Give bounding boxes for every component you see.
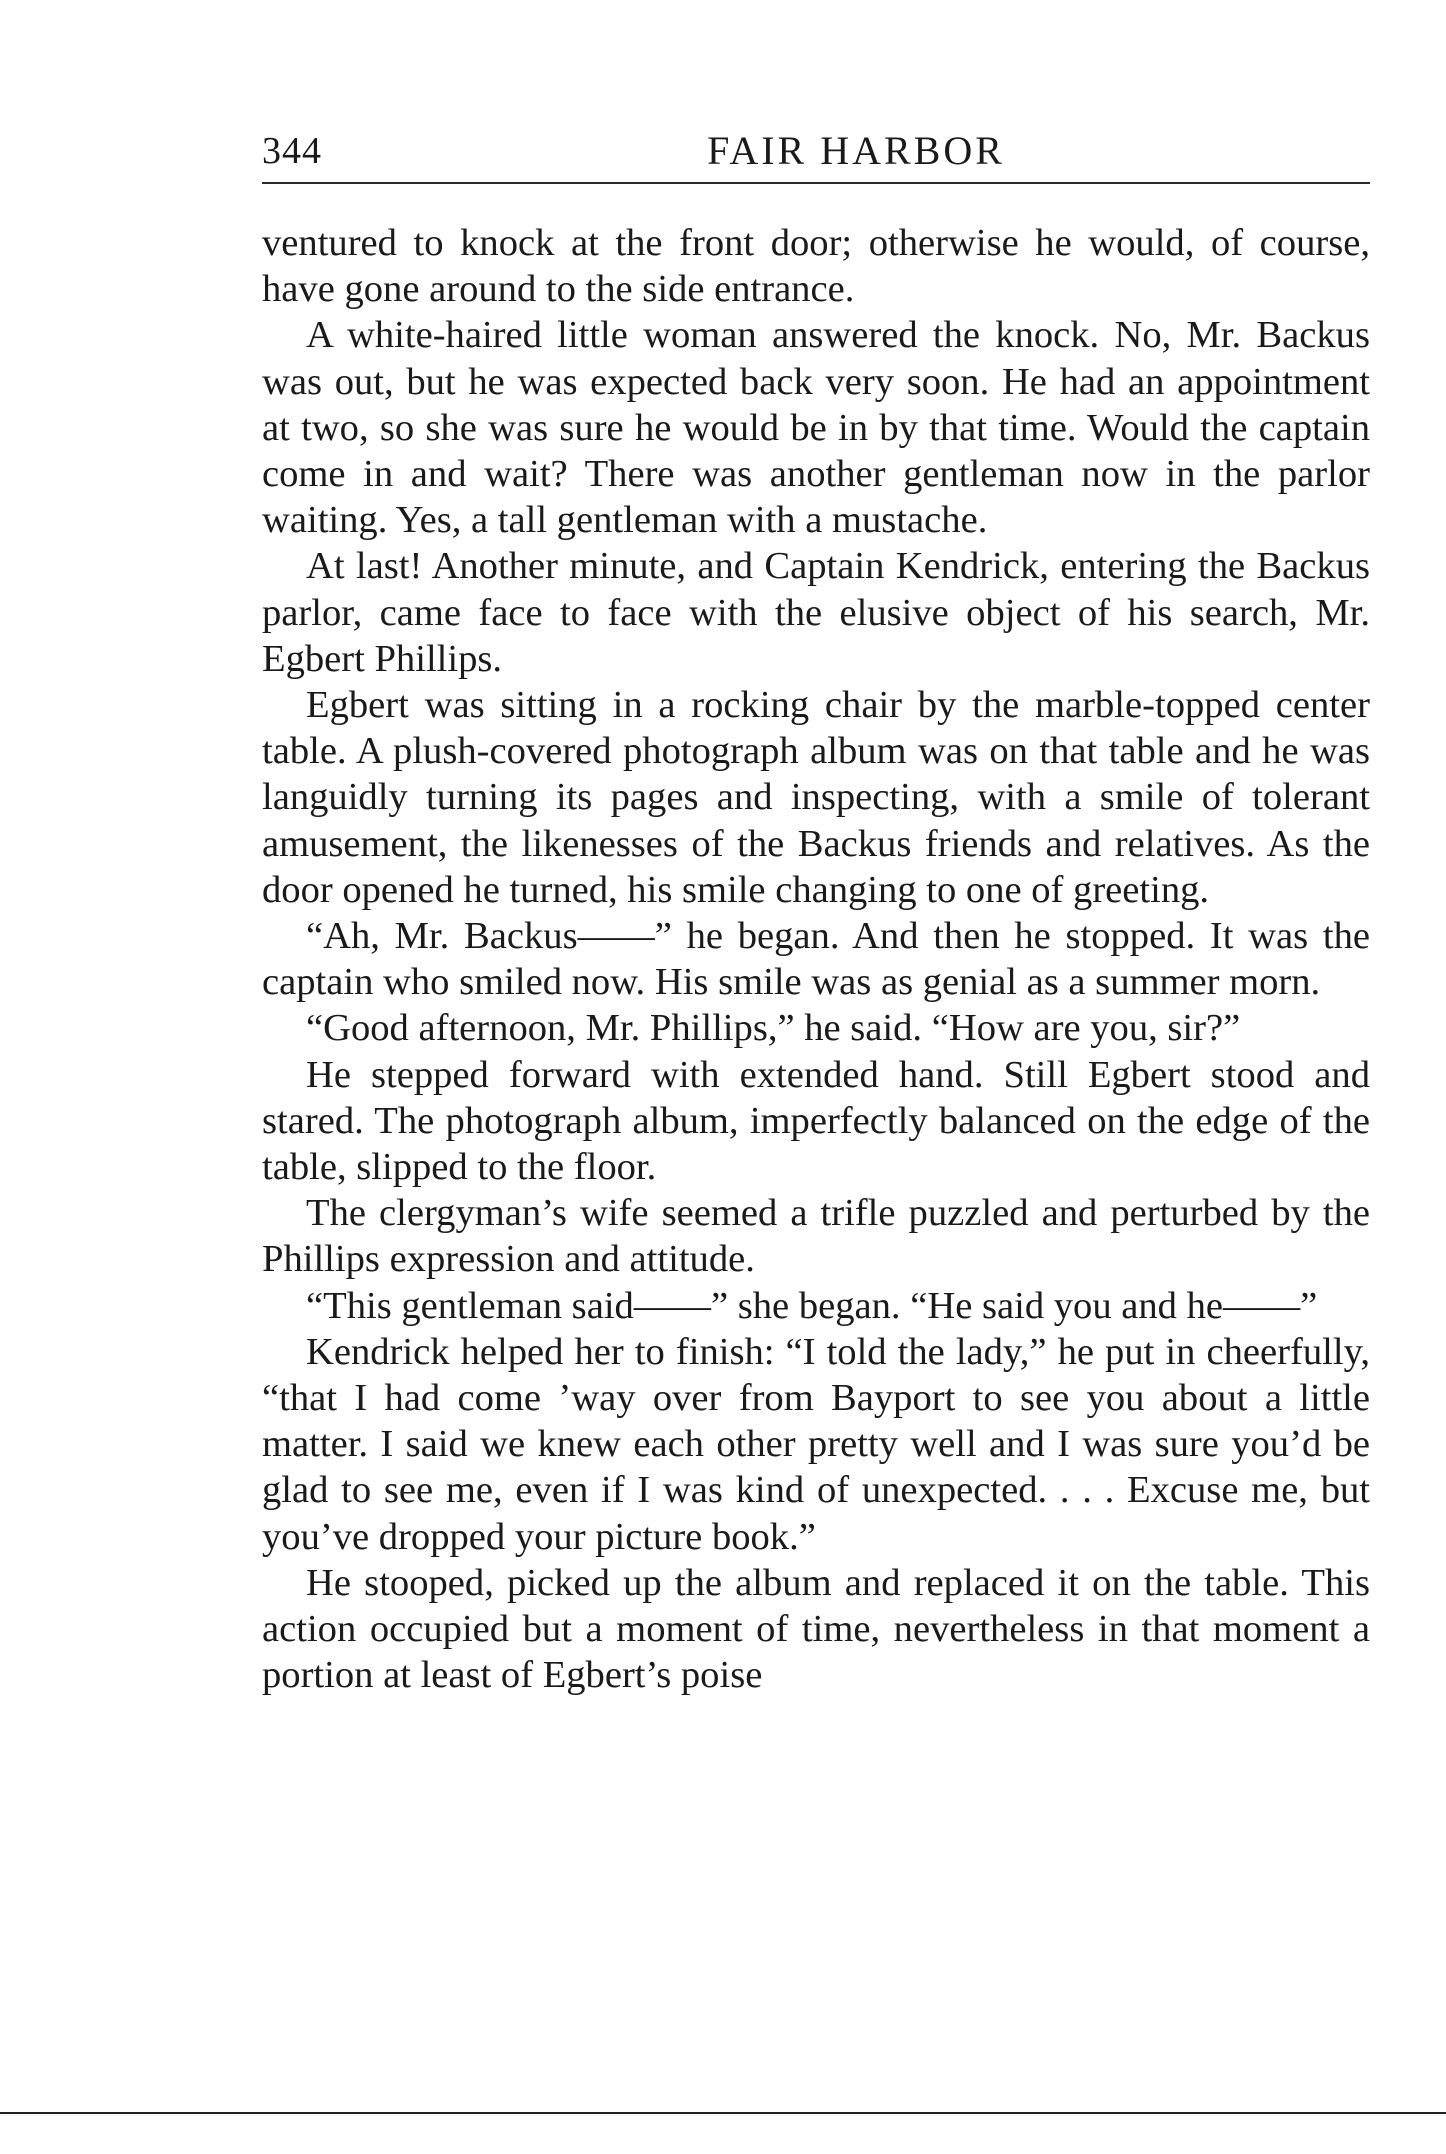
paragraph-continued: ventured to knock at the front door; otherwise he would, of course, have gone around to the side entrance.	[262, 222, 1370, 311]
page-number: 344	[262, 130, 322, 172]
paragraph: “Good afternoon, Mr. Phillips,” he said. “How are you, sir?”	[306, 1007, 1241, 1050]
paragraph: The clergyman’s wife seemed a trifle puzzled and perturbed by the Phillips expression and attitude.	[262, 1192, 1370, 1281]
running-head	[262, 124, 1370, 186]
paragraph: Kendrick helped her to finish: “I told the lady,” he put in cheerfully, “that I had come ’way over from Bayport to see you about a little matter. I said we knew each other pretty well and I was sure you’d be glad to see me, even if I was kind of unexpected. . . . Excuse me, but you’ve dropped your picture book.”	[262, 1330, 1370, 1558]
paragraph: A white-haired little woman answered the knock. No, Mr. Backus was out, but he was expected back very soon. He had an appointment at two, so she was sure he would be in by that time. Would the captain come in and wait? There was another gentleman now in the parlor waiting. Yes, a tall gentleman with a mustache.	[262, 314, 1370, 542]
header-rule	[262, 182, 1370, 184]
paragraph: He stooped, picked up the album and replaced it on the table. This action occupied but a moment of time, nevertheless in that moment a portion at least of Egbert’s poise	[262, 1561, 1370, 1697]
paragraph: Egbert was sitting in a rocking chair by the marble-topped center table. A plush-covered photograph album was on that table and he was languidly turning its pages and inspecting, with a smile of tolerant amusement, the likenesses of the Backus friends and relatives. As the door opened he turned, his smile changing to one of greeting.	[262, 684, 1370, 911]
body-text	[262, 220, 1370, 1699]
paragraph: “This gentleman said——” she began. “He said you and he——”	[306, 1284, 1318, 1327]
paragraph: “Ah, Mr. Backus——” he began. And then he stopped. It was the captain who smiled now. His smile was as genial as a summer morn.	[262, 915, 1370, 1004]
running-title: FAIR HARBOR	[707, 128, 1005, 173]
paragraph: At last! Another minute, and Captain Kendrick, entering the Backus parlor, came face to face with the elusive object of his search, Mr. Egbert Phillips.	[262, 545, 1370, 680]
scan-edge-line	[0, 2112, 1446, 2114]
paragraph: He stepped forward with extended hand. Still Egbert stood and stared. The photograph album, imperfectly balanced on the edge of the table, slipped to the floor.	[262, 1053, 1370, 1189]
